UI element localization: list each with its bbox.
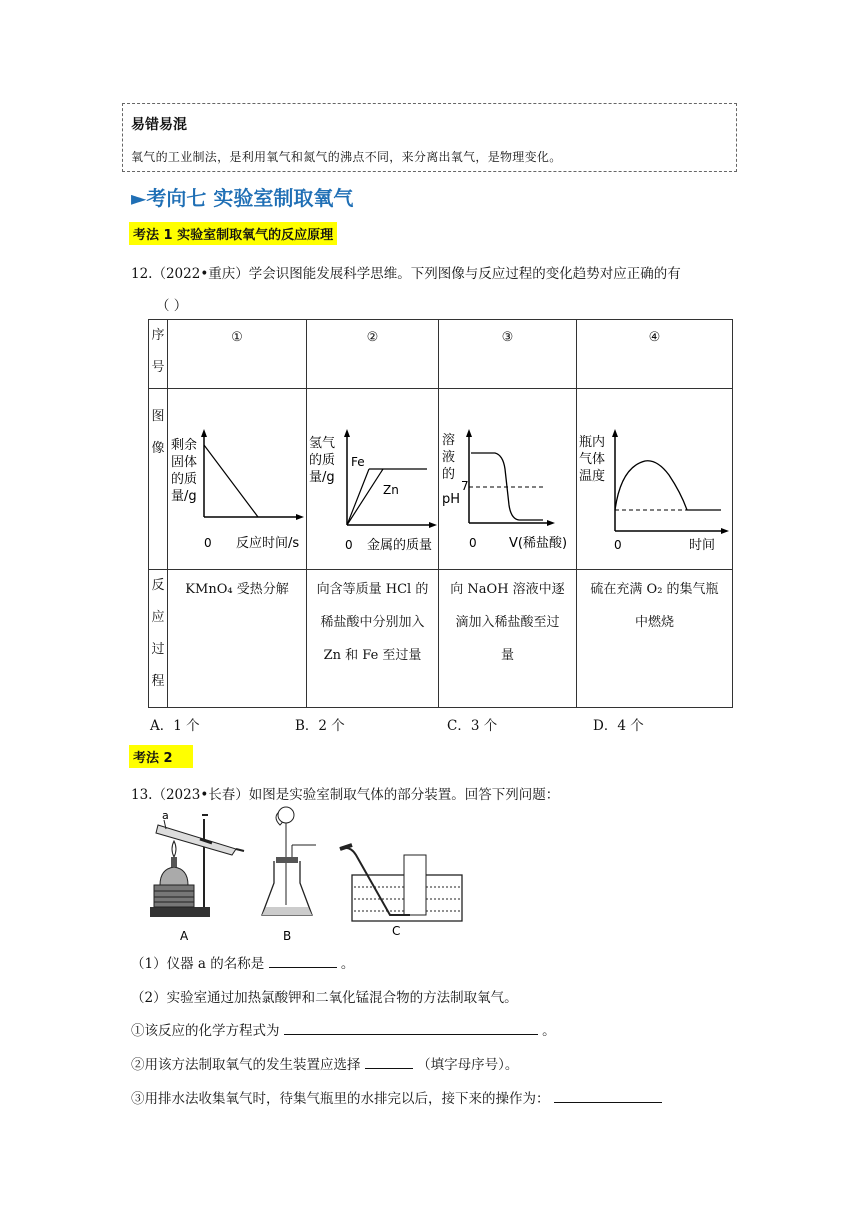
col-2-header: ②: [307, 320, 439, 389]
graph-1-ylabel-3: 的质: [171, 472, 198, 487]
graph-4-ylabel-2: 气体: [579, 452, 606, 467]
question-13-stem: 13.（2023•长春）如图是实验室制取气体的部分装置。回答下列问题：: [131, 787, 560, 803]
label-c: C: [392, 924, 401, 938]
row-label-seq: 序 号: [149, 320, 168, 389]
apparatus-a: [150, 809, 244, 943]
graph-3-xlabel: V(稀盐酸): [509, 536, 568, 551]
question-12-stem: 12.（2022•重庆）学会识图能发展科学思维。下列图像与反应过程的变化趋势对应正确的有: [131, 266, 681, 282]
answer-blank-3[interactable]: [365, 1054, 413, 1069]
method-2-tag: 考法 2: [129, 745, 193, 768]
graph-4-cell: [577, 389, 733, 570]
section-title: ►考向七 实验室制取氧气: [131, 186, 354, 210]
apparatus-figure: [140, 805, 470, 945]
question-12-table: [148, 319, 733, 708]
label-b: B: [283, 929, 292, 943]
graph-1-cell: [168, 389, 307, 570]
graph-3-ylabel-2: 液: [442, 450, 456, 465]
graph-2-fe-label: Fe: [351, 455, 365, 469]
subq-2: （2）实验室通过加热氯酸钾和二氧化锰混合物的方法制取氧气。: [131, 990, 518, 1006]
graph-3-cell: [439, 389, 577, 570]
graph-4-ylabel-1: 瓶内: [579, 435, 606, 450]
col-1-header: ①: [168, 320, 307, 389]
col-3-header: ③: [439, 320, 577, 389]
col-4-header: ④: [577, 320, 733, 389]
graph-2-ylabel-1: 氢气: [309, 436, 336, 451]
proc-4: 硫在充满 O₂ 的集气瓶 中燃烧: [577, 570, 733, 708]
subq-5: ③用排水法收集氧气时，待集气瓶里的水排完以后，接下来的操作为：: [131, 1087, 662, 1107]
note-title: 易错易混: [131, 117, 187, 133]
graph-4-origin: 0: [614, 538, 622, 552]
answer-bracket: （ ）: [156, 298, 188, 314]
graph-4-xlabel: 时间: [689, 538, 716, 553]
method-1-tag: 考法 1 实验室制取氧气的反应原理: [129, 222, 337, 245]
answer-blank-4[interactable]: [554, 1088, 662, 1103]
label-a: A: [180, 929, 189, 943]
row-label-img: 图 像: [149, 389, 168, 570]
graph-2-xlabel: 金属的质量: [367, 538, 433, 553]
graph-1-xlabel: 反应时间/s: [236, 536, 300, 551]
graph-4-ylabel-3: 温度: [579, 469, 606, 484]
choice-d[interactable]: D．4 个: [593, 718, 644, 734]
graph-3: [439, 389, 576, 565]
graph-1-ylabel-2: 固体: [171, 455, 198, 470]
answer-blank-2[interactable]: [284, 1020, 538, 1035]
subq-3: ①该反应的化学方程式为 。: [131, 1019, 556, 1039]
apparatus-c: [340, 845, 462, 938]
graph-4: [577, 389, 732, 565]
choice-b[interactable]: B．2 个: [295, 718, 345, 734]
graph-3-ylabel-1: 溶: [442, 433, 456, 448]
subq-1: （1）仪器 a 的名称是 。: [131, 952, 354, 972]
graph-2-origin: 0: [345, 538, 353, 552]
proc-2: 向含等质量 HCl 的 稀盐酸中分别加入 Zn 和 Fe 至过量: [307, 570, 439, 708]
apparatus-b: [262, 807, 316, 943]
note-text: 氧气的工业制法，是利用氧气和氮气的沸点不同，来分离出氧气，是物理变化。: [131, 150, 562, 164]
row-label-proc: 反 应 过 程: [149, 570, 168, 708]
graph-3-ylabel-3: 的: [442, 467, 456, 482]
choice-c[interactable]: C．3 个: [447, 718, 498, 734]
graph-1-ylabel-4: 量/g: [171, 489, 197, 504]
graph-1-ylabel-1: 剩余: [171, 438, 198, 453]
graph-3-ylabel-4: pH: [442, 492, 461, 507]
graph-2-cell: [307, 389, 439, 570]
graph-2-zn-label: Zn: [383, 483, 399, 497]
choice-a[interactable]: A．1 个: [150, 718, 200, 734]
graph-1: [168, 389, 306, 565]
graph-2: [307, 389, 438, 565]
answer-blank-1[interactable]: [269, 953, 337, 968]
proc-3: 向 NaOH 溶液中逐 滴加入稀盐酸至过 量: [439, 570, 577, 708]
graph-2-ylabel-2: 的质: [309, 453, 336, 468]
graph-1-origin: 0: [204, 536, 212, 550]
subq-4: ②用该方法制取氧气的发生装置应选择 （填字母序号）。: [131, 1053, 518, 1073]
label-part-a: a: [162, 809, 169, 822]
graph-3-origin: 0: [469, 536, 477, 550]
proc-1: KMnO₄ 受热分解: [168, 570, 307, 708]
graph-2-ylabel-3: 量/g: [309, 470, 335, 485]
graph-3-ph7-label: 7: [461, 479, 469, 493]
